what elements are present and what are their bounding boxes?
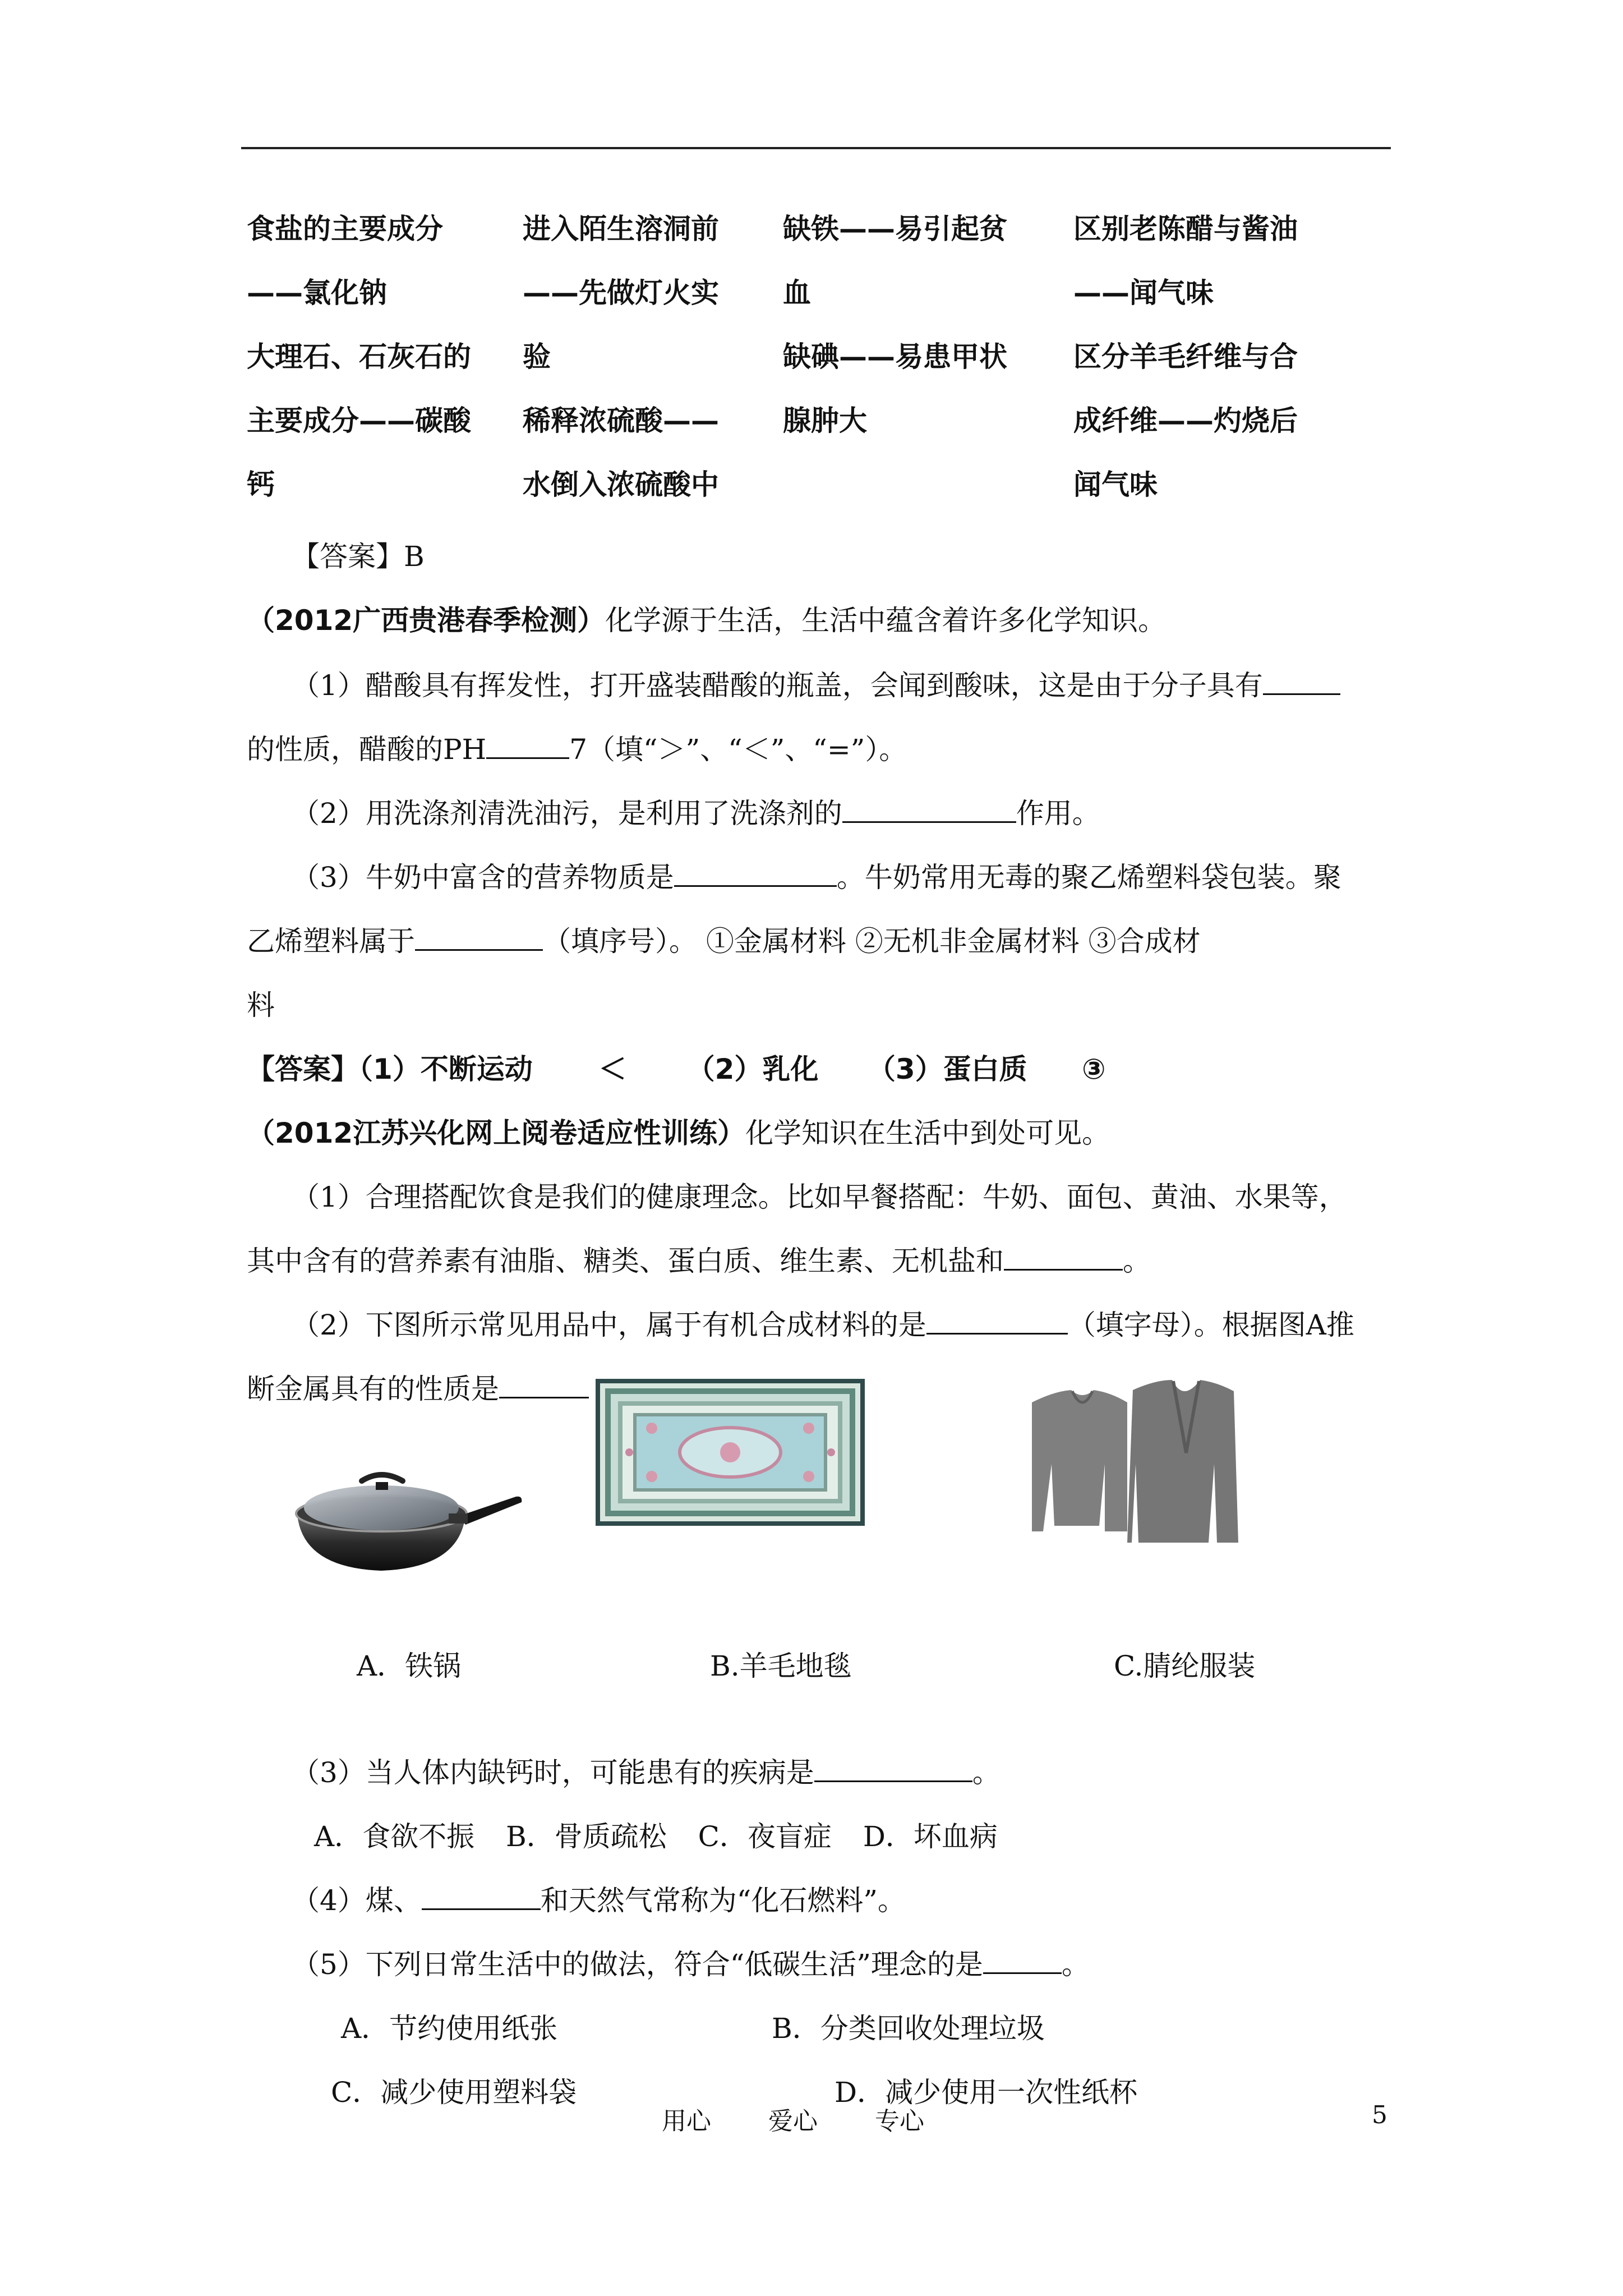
q3-part4-text: （4）煤、 bbox=[292, 1884, 422, 1917]
table-cell: ——氯化钠 bbox=[247, 277, 387, 309]
answer-item: ③ bbox=[1082, 1053, 1106, 1085]
q3-part3-text: （3）当人体内缺钙时，可能患有的疾病是 bbox=[292, 1756, 814, 1789]
q3-part5-option-b[interactable]: B．分类回收处理垃圾 bbox=[772, 2012, 1045, 2045]
q3-part5-option-a[interactable]: A．节约使用纸张 bbox=[341, 2012, 558, 2045]
option-b[interactable]: B．骨质疏松 bbox=[506, 1820, 667, 1853]
answer-blank[interactable] bbox=[486, 733, 569, 759]
q2-part2-text: 作用。 bbox=[1016, 797, 1100, 830]
table-cell: 验 bbox=[523, 341, 551, 373]
image-label-b: B.羊毛地毯 bbox=[710, 1650, 852, 1682]
table-cell: 区别老陈醋与酱油 bbox=[1073, 213, 1298, 245]
footer-motto-3: 专心 bbox=[875, 2107, 924, 2136]
table-cell: 大理石、石灰石的 bbox=[247, 341, 471, 373]
q3-part2-text: 断金属具有的性质是 bbox=[247, 1373, 499, 1405]
q2-part3-text: 乙烯塑料属于 bbox=[247, 925, 415, 958]
q3-part1-text: 其中含有的营养素有油脂、糖类、蛋白质、维生素、无机盐和 bbox=[247, 1245, 1004, 1277]
q3-part5-option-c[interactable]: C．减少使用塑料袋 bbox=[331, 2076, 577, 2109]
table-cell bbox=[783, 464, 1018, 528]
answer-item: ＜ bbox=[598, 1053, 627, 1085]
table-cell: 成纤维——灼烧后 bbox=[1073, 404, 1298, 437]
q2-part1-line2 bbox=[247, 727, 907, 767]
table-cell: 水倒入浓硫酸中 bbox=[523, 468, 719, 501]
q3-part1-line1: （1）合理搭配饮食是我们的健康理念。比如早餐搭配：牛奶、面包、黄油、水果等， bbox=[292, 1181, 1347, 1213]
iron-wok-image bbox=[292, 1453, 527, 1576]
q3-part2-line2 bbox=[247, 1366, 589, 1407]
q3-part3-text: 。 bbox=[972, 1756, 1000, 1789]
option-d[interactable]: D．坏血病 bbox=[863, 1820, 998, 1853]
q3-intro: 化学知识在生活中到处可见。 bbox=[745, 1117, 1110, 1149]
q2-part3-text: 。牛奶常用无毒的聚乙烯塑料袋包装。聚 bbox=[836, 861, 1341, 894]
table-cell: 钙 bbox=[247, 468, 275, 501]
header-rule bbox=[241, 147, 1391, 149]
table-cell: 食盐的主要成分 bbox=[247, 213, 443, 245]
table-cell: ——先做灯火实 bbox=[523, 277, 719, 309]
q2-part3-line1 bbox=[292, 855, 1341, 895]
q2-source: （2012广西贵港春季检测） bbox=[247, 604, 606, 637]
q3-source: （2012江苏兴化网上阅卷适应性训练） bbox=[247, 1117, 746, 1149]
answer-blank[interactable] bbox=[674, 861, 837, 887]
option-c[interactable]: C．夜盲症 bbox=[698, 1820, 832, 1853]
q3-part2-line1 bbox=[292, 1303, 1354, 1343]
q3-part1-line2 bbox=[247, 1239, 1151, 1279]
table-cell: 闻气味 bbox=[1073, 468, 1158, 501]
q2-answer bbox=[247, 1047, 1105, 1087]
q2-heading bbox=[247, 598, 1166, 638]
q2-part1-text: 7（填“＞”、“＜”、“=”）。 bbox=[569, 733, 907, 766]
q2-part1-text: 的性质，醋酸的PH bbox=[247, 733, 487, 766]
table-cell: 进入陌生溶洞前 bbox=[523, 213, 719, 245]
table-column-4 bbox=[1073, 209, 1309, 528]
table-cell: 缺碘——易患甲状 bbox=[783, 341, 1007, 373]
footer-motto-2: 爱心 bbox=[768, 2107, 818, 2136]
answer-item: （2）乳化 bbox=[686, 1053, 819, 1085]
option-a[interactable]: A．食欲不振 bbox=[314, 1820, 475, 1853]
answer-1: 【答案】B bbox=[292, 540, 425, 573]
q3-heading bbox=[247, 1111, 1110, 1151]
q3-part1-text: 。 bbox=[1123, 1245, 1151, 1277]
table-cell: ——闻气味 bbox=[1073, 277, 1214, 309]
q2-part1-line1 bbox=[292, 663, 1340, 703]
q3-part5 bbox=[292, 1942, 1090, 1982]
answer-item: 【答案】（1）不断运动 bbox=[247, 1053, 533, 1085]
image-label-c: C.腈纶服装 bbox=[1114, 1650, 1256, 1682]
table-column-2 bbox=[523, 209, 758, 528]
q2-part3-text: （填序号）。 ①金属材料 ②无机非金属材料 ③合成材 bbox=[543, 925, 1201, 958]
page-number: 5 bbox=[1372, 2101, 1387, 2129]
q2-part3-text: （3）牛奶中富含的营养物质是 bbox=[292, 861, 674, 894]
table-cell: 区分羊毛纤维与合 bbox=[1073, 341, 1298, 373]
answer-blank[interactable] bbox=[1004, 1244, 1123, 1271]
q3-part4-text: 和天然气常称为“化石燃料”。 bbox=[540, 1884, 906, 1917]
answer-blank[interactable] bbox=[842, 797, 1016, 823]
acrylic-garment-image bbox=[1021, 1380, 1245, 1548]
footer-motto-1: 用心 bbox=[662, 2107, 711, 2136]
q3-part3-options bbox=[314, 1814, 998, 1855]
q3-part5-text: （5）下列日常生活中的做法，符合“低碳生活”理念的是 bbox=[292, 1948, 983, 1981]
q2-part1-text: （1）醋酸具有挥发性，打开盛装醋酸的瓶盖，会闻到酸味，这是由于分子具有 bbox=[292, 669, 1263, 702]
table-column-1 bbox=[247, 209, 482, 528]
answer-blank[interactable] bbox=[926, 1308, 1068, 1335]
table-cell: 稀释浓硫酸—— bbox=[523, 404, 719, 437]
image-label-a: A．铁锅 bbox=[357, 1650, 462, 1682]
q3-part3 bbox=[292, 1750, 1000, 1791]
q3-part2-text: （2）下图所示常见用品中，属于有机合成材料的是 bbox=[292, 1309, 926, 1341]
answer-blank[interactable] bbox=[983, 1948, 1062, 1974]
table-cell: 血 bbox=[783, 277, 811, 309]
answer-blank[interactable] bbox=[1263, 669, 1340, 695]
table-cell: 腺肿大 bbox=[783, 404, 867, 437]
q2-part2 bbox=[292, 791, 1100, 831]
q2-part3-line3: 料 bbox=[247, 989, 275, 1022]
q2-part3-line2 bbox=[247, 919, 1201, 959]
q2-intro: 化学源于生活，生活中蕴含着许多化学知识。 bbox=[605, 604, 1166, 637]
answer-item: （3）蛋白质 bbox=[867, 1053, 1027, 1085]
answer-blank[interactable] bbox=[499, 1372, 589, 1398]
q3-part4 bbox=[292, 1878, 906, 1918]
table-cell: 缺铁——易引起贫 bbox=[783, 213, 1007, 245]
q3-part5-text: 。 bbox=[1061, 1948, 1090, 1981]
answer-blank[interactable] bbox=[415, 924, 543, 951]
answer-blank[interactable] bbox=[422, 1884, 541, 1910]
q3-part2-text: （填字母）。根据图A推 bbox=[1067, 1309, 1354, 1341]
table-cell: 主要成分——碳酸 bbox=[247, 404, 471, 437]
answer-blank[interactable] bbox=[814, 1756, 972, 1782]
wool-carpet-image bbox=[596, 1379, 865, 1526]
q3-part5-option-d[interactable]: D．减少使用一次性纸杯 bbox=[834, 2076, 1138, 2109]
q2-part2-text: （2）用洗涤剂清洗油污，是利用了洗涤剂的 bbox=[292, 797, 842, 830]
table-column-3 bbox=[783, 209, 1018, 528]
